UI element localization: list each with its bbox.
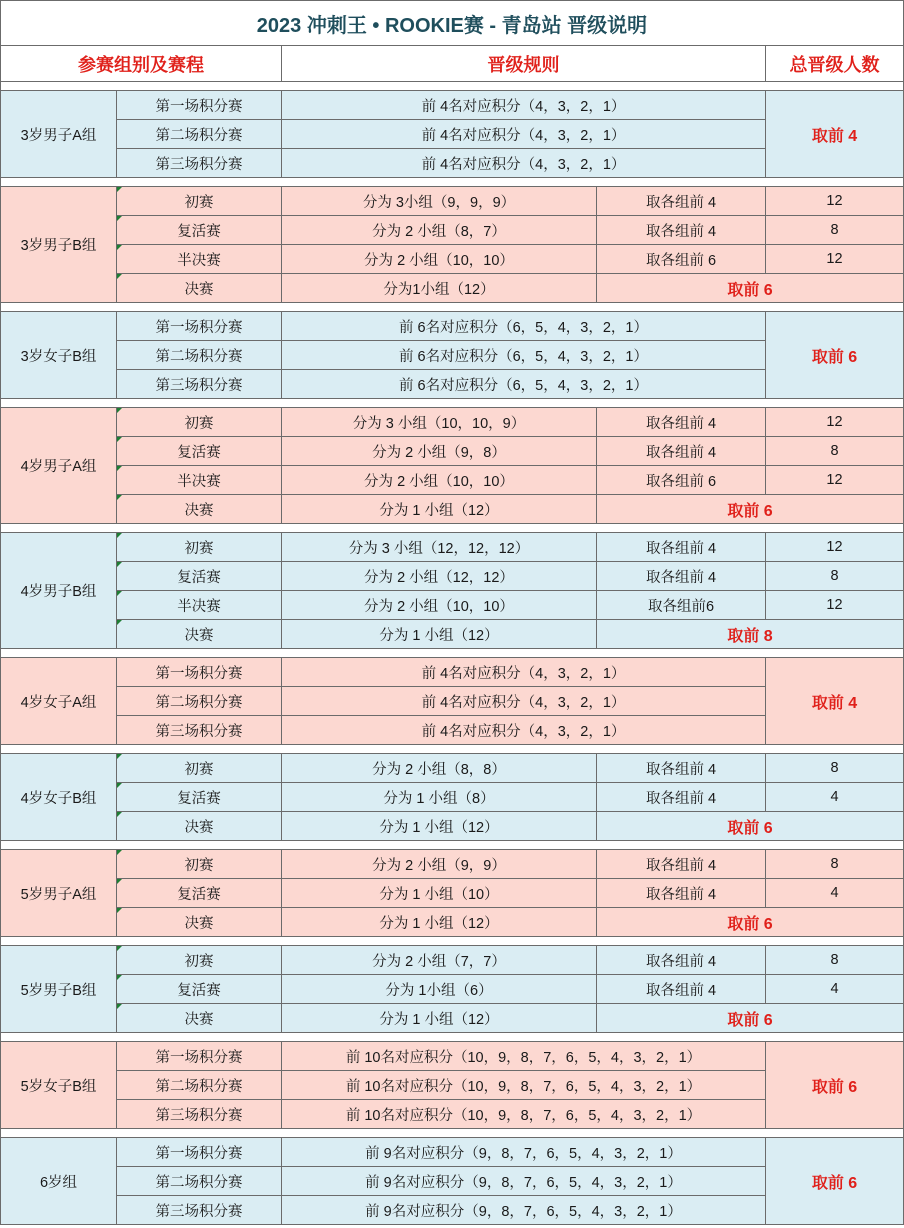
stage-cell: 决赛	[116, 619, 282, 649]
rule-cell: 分为 3小组（9，9，9）	[281, 186, 597, 216]
rule-cell: 分为 1 小组（12）	[281, 494, 597, 524]
rule-cell: 分为 1 小组（10）	[281, 878, 597, 908]
stage-cell: 复活赛	[116, 215, 282, 245]
cell-note-marker	[117, 812, 122, 817]
cell-note-marker	[117, 850, 122, 855]
rule-cell: 分为 2 小组（7，7）	[281, 945, 597, 975]
stage-cell: 初赛	[116, 532, 282, 562]
cell-note-marker	[117, 783, 122, 788]
stage-cell: 第一场积分赛	[116, 1041, 282, 1071]
stage-cell: 初赛	[116, 407, 282, 437]
stage-cell: 复活赛	[116, 561, 282, 591]
page-title: 2023 冲刺王 • ROOKIE赛 - 青岛站 晋级说明	[0, 0, 904, 46]
rule-cell: 前 4名对应积分（4，3，2，1）	[281, 119, 766, 149]
cell-note-marker	[117, 216, 122, 221]
stage-cell: 第一场积分赛	[116, 657, 282, 687]
cell-note-marker	[117, 466, 122, 471]
count-cell: 8	[765, 753, 904, 783]
stage-cell: 第一场积分赛	[116, 1137, 282, 1167]
rule-cell: 分为 2 小组（10，10）	[281, 590, 597, 620]
group-name: 6岁组	[0, 1137, 117, 1225]
advance-cell: 取各组前 4	[596, 407, 766, 437]
advance-cell: 取各组前 4	[596, 436, 766, 466]
group-name: 4岁女子A组	[0, 657, 117, 745]
rule-cell: 前 9名对应积分（9，8，7，6，5，4，3，2，1）	[281, 1137, 766, 1167]
rule-cell: 前 4名对应积分（4，3，2，1）	[281, 148, 766, 178]
rule-cell: 前 4名对应积分（4，3，2，1）	[281, 90, 766, 120]
rule-cell: 分为 1 小组（12）	[281, 907, 597, 937]
stage-cell: 第三场积分赛	[116, 715, 282, 745]
total-advance: 取前 6	[596, 494, 904, 524]
cell-note-marker	[117, 908, 122, 913]
total-advance: 取前 6	[596, 273, 904, 303]
count-cell: 12	[765, 186, 904, 216]
stage-cell: 初赛	[116, 945, 282, 975]
cell-note-marker	[117, 495, 122, 500]
rule-cell: 前 4名对应积分（4，3，2，1）	[281, 715, 766, 745]
rule-cell: 前 10名对应积分（10，9，8，7，6，5，4，3，2，1）	[281, 1041, 766, 1071]
rule-cell: 分为 2 小组（12，12）	[281, 561, 597, 591]
stage-cell: 半决赛	[116, 590, 282, 620]
group-name: 4岁女子B组	[0, 753, 117, 841]
rule-cell: 分为 3 小组（12，12，12）	[281, 532, 597, 562]
rule-cell: 前 6名对应积分（6，5，4，3，2，1）	[281, 369, 766, 399]
total-advance: 取前 4	[765, 90, 904, 178]
stage-cell: 第三场积分赛	[116, 1195, 282, 1225]
advance-cell: 取各组前 4	[596, 878, 766, 908]
stage-cell: 初赛	[116, 849, 282, 879]
cell-note-marker	[117, 187, 122, 192]
total-advance: 取前 6	[596, 1003, 904, 1033]
cell-note-marker	[117, 408, 122, 413]
count-cell: 8	[765, 215, 904, 245]
rule-cell: 前 6名对应积分（6，5，4，3，2，1）	[281, 340, 766, 370]
rule-cell: 前 9名对应积分（9，8，7，6，5，4，3，2，1）	[281, 1195, 766, 1225]
count-cell: 12	[765, 465, 904, 495]
cell-note-marker	[117, 754, 122, 759]
header-group: 参赛组别及赛程	[0, 45, 282, 82]
stage-cell: 决赛	[116, 1003, 282, 1033]
cell-note-marker	[117, 879, 122, 884]
advance-cell: 取各组前 4	[596, 561, 766, 591]
rule-cell: 分为 2 小组（9，9）	[281, 849, 597, 879]
stage-cell: 复活赛	[116, 436, 282, 466]
cell-note-marker	[117, 245, 122, 250]
group-name: 3岁男子B组	[0, 186, 117, 303]
cell-note-marker	[117, 533, 122, 538]
rule-cell: 分为 1 小组（8）	[281, 782, 597, 812]
stage-cell: 第二场积分赛	[116, 686, 282, 716]
count-cell: 4	[765, 782, 904, 812]
total-advance: 取前 6	[596, 907, 904, 937]
rule-cell: 分为 2 小组（10，10）	[281, 465, 597, 495]
total-advance: 取前 8	[596, 619, 904, 649]
count-cell: 4	[765, 878, 904, 908]
stage-cell: 半决赛	[116, 465, 282, 495]
advance-cell: 取各组前 4	[596, 782, 766, 812]
count-cell: 8	[765, 436, 904, 466]
header-total: 总晋级人数	[765, 45, 904, 82]
count-cell: 8	[765, 849, 904, 879]
stage-cell: 第一场积分赛	[116, 90, 282, 120]
stage-cell: 第二场积分赛	[116, 1070, 282, 1100]
rule-cell: 分为 3 小组（10，10，9）	[281, 407, 597, 437]
stage-cell: 复活赛	[116, 782, 282, 812]
count-cell: 12	[765, 244, 904, 274]
stage-cell: 第三场积分赛	[116, 369, 282, 399]
rule-cell: 分为 1 小组（12）	[281, 1003, 597, 1033]
cell-note-marker	[117, 274, 122, 279]
advance-cell: 取各组前 4	[596, 532, 766, 562]
stage-cell: 复活赛	[116, 974, 282, 1004]
rule-cell: 前 6名对应积分（6，5，4，3，2，1）	[281, 311, 766, 341]
group-name: 3岁男子A组	[0, 90, 117, 178]
group-name: 5岁男子B组	[0, 945, 117, 1033]
total-advance: 取前 6	[765, 1137, 904, 1225]
advance-cell: 取各组前 6	[596, 244, 766, 274]
advance-cell: 取各组前 4	[596, 753, 766, 783]
count-cell: 12	[765, 407, 904, 437]
stage-cell: 第三场积分赛	[116, 148, 282, 178]
count-cell: 12	[765, 590, 904, 620]
total-advance: 取前 4	[765, 657, 904, 745]
group-name: 4岁男子A组	[0, 407, 117, 524]
rule-cell: 分为 1小组（6）	[281, 974, 597, 1004]
total-advance: 取前 6	[765, 311, 904, 399]
count-cell: 8	[765, 561, 904, 591]
cell-note-marker	[117, 591, 122, 596]
rule-cell: 前 9名对应积分（9，8，7，6，5，4，3，2，1）	[281, 1166, 766, 1196]
stage-cell: 第二场积分赛	[116, 340, 282, 370]
count-cell: 12	[765, 532, 904, 562]
stage-cell: 初赛	[116, 753, 282, 783]
rule-cell: 分为 2 小组（8，7）	[281, 215, 597, 245]
advance-cell: 取各组前 4	[596, 974, 766, 1004]
rule-cell: 前 4名对应积分（4，3，2，1）	[281, 686, 766, 716]
advance-cell: 取各组前 6	[596, 465, 766, 495]
group-name: 5岁男子A组	[0, 849, 117, 937]
rule-cell: 前 10名对应积分（10，9，8，7，6，5，4，3，2，1）	[281, 1070, 766, 1100]
count-cell: 4	[765, 974, 904, 1004]
stage-cell: 复活赛	[116, 878, 282, 908]
cell-note-marker	[117, 562, 122, 567]
cell-note-marker	[117, 1004, 122, 1009]
stage-cell: 决赛	[116, 811, 282, 841]
stage-cell: 第三场积分赛	[116, 1099, 282, 1129]
rule-cell: 前 4名对应积分（4，3，2，1）	[281, 657, 766, 687]
rule-cell: 分为 2 小组（9，8）	[281, 436, 597, 466]
stage-cell: 初赛	[116, 186, 282, 216]
rule-cell: 前 10名对应积分（10，9，8，7，6，5，4，3，2，1）	[281, 1099, 766, 1129]
stage-cell: 第一场积分赛	[116, 311, 282, 341]
stage-cell: 第二场积分赛	[116, 119, 282, 149]
stage-cell: 半决赛	[116, 244, 282, 274]
rule-cell: 分为 2 小组（10，10）	[281, 244, 597, 274]
advance-cell: 取各组前6	[596, 590, 766, 620]
cell-note-marker	[117, 946, 122, 951]
rule-cell: 分为 2 小组（8，8）	[281, 753, 597, 783]
advance-cell: 取各组前 4	[596, 945, 766, 975]
total-advance: 取前 6	[596, 811, 904, 841]
stage-cell: 决赛	[116, 273, 282, 303]
cell-note-marker	[117, 620, 122, 625]
stage-cell: 第二场积分赛	[116, 1166, 282, 1196]
header-rule: 晋级规则	[281, 45, 766, 82]
group-name: 3岁女子B组	[0, 311, 117, 399]
count-cell: 8	[765, 945, 904, 975]
cell-note-marker	[117, 437, 122, 442]
rule-cell: 分为 1 小组（12）	[281, 619, 597, 649]
group-name: 5岁女子B组	[0, 1041, 117, 1129]
stage-cell: 决赛	[116, 494, 282, 524]
stage-cell: 决赛	[116, 907, 282, 937]
group-name: 4岁男子B组	[0, 532, 117, 649]
advance-cell: 取各组前 4	[596, 849, 766, 879]
total-advance: 取前 6	[765, 1041, 904, 1129]
advance-cell: 取各组前 4	[596, 215, 766, 245]
rule-cell: 分为1小组（12）	[281, 273, 597, 303]
rule-cell: 分为 1 小组（12）	[281, 811, 597, 841]
advance-cell: 取各组前 4	[596, 186, 766, 216]
cell-note-marker	[117, 975, 122, 980]
